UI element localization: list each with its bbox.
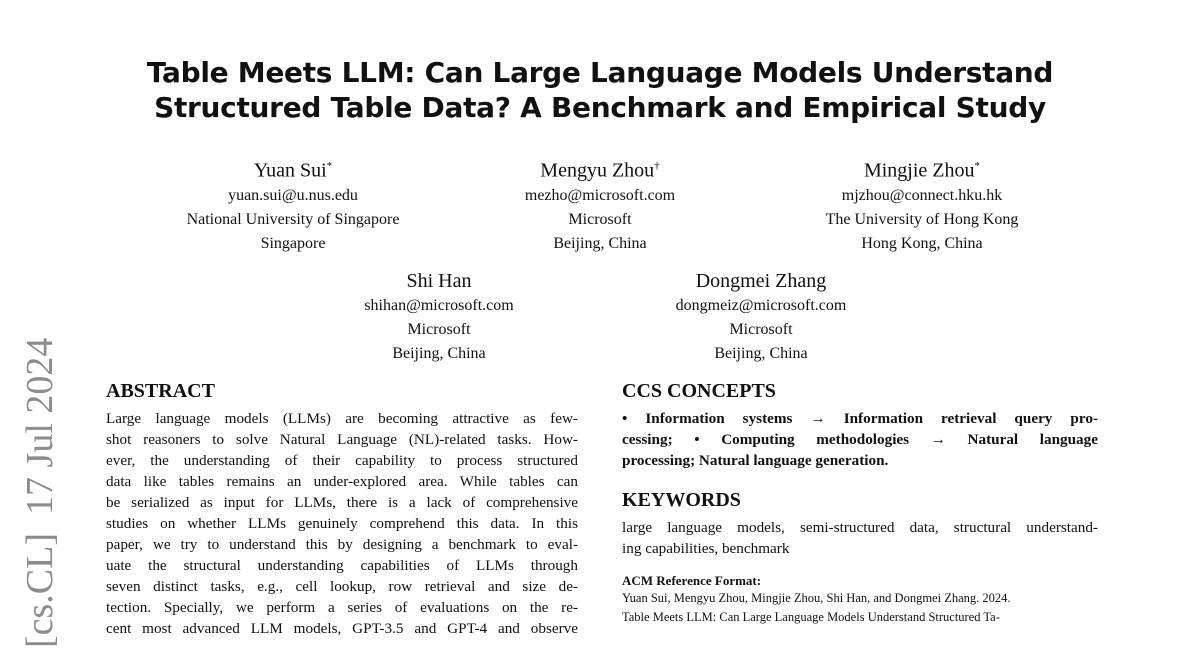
keywords-line: ing capabilities, benchmark [622, 540, 790, 557]
author-block [289, 268, 589, 366]
author-name: Yuan Sui [253, 159, 327, 182]
acm-reference-body [622, 589, 1098, 627]
author-mark: † [654, 160, 660, 172]
keywords-body [622, 517, 1098, 559]
author-email[interactable]: mezho@microsoft.com [524, 186, 676, 204]
author-email[interactable]: yuan.sui@u.nus.edu [228, 186, 358, 204]
author-block [143, 153, 443, 256]
author-mark: * [326, 160, 333, 172]
ccs-heading: CCS CONCEPTS [622, 380, 776, 402]
acm-reference-heading: ACM Reference Format: [622, 573, 762, 588]
paper-title [0, 55, 1200, 125]
author-location: Beijing, China [553, 234, 647, 252]
author-name: Mingjie Zhou [863, 159, 975, 182]
abstract-line: uate the structural understanding capabilities of LLMs through [106, 557, 578, 574]
author-block [611, 268, 911, 366]
abstract-line: be serialized as input for LLMs, there is a lack of comprehensive [106, 494, 578, 511]
abstract-heading: ABSTRACT [106, 380, 215, 402]
title-line-2: Structured Table Data? A Benchmark and Empirical Study [154, 91, 1046, 124]
abstract-line: shot reasoners to solve Natural Language (NL)-related tasks. How- [106, 431, 578, 448]
acm-reference-line: Yuan Sui, Mengyu Zhou, Mingjie Zhou, Shi Han, and Dongmei Zhang. 2024. [622, 591, 1011, 605]
abstract-line: data like tables remains an under-explored area. While tables can [106, 473, 578, 490]
abstract-line: cent most advanced LLM models, GPT-3.5 and GPT-4 and observe [106, 620, 578, 637]
author-name: Dongmei Zhang [695, 270, 827, 292]
author-mark: * [974, 160, 981, 172]
author-block [772, 153, 1072, 256]
keywords-heading: KEYWORDS [622, 489, 741, 511]
ccs-line: • Information systems → Information retrieval query pro- [622, 410, 1098, 427]
author-location: Hong Kong, China [861, 234, 983, 252]
abstract-line: paper, we try to understand this by designing a benchmark to eval- [106, 536, 578, 553]
author-location: Beijing, China [392, 345, 486, 362]
author-affiliation: Microsoft [729, 321, 793, 338]
author-name: Mengyu Zhou [540, 159, 655, 182]
author-affiliation: Microsoft [407, 321, 471, 338]
abstract-line: seven distinct tasks, e.g., cell lookup, row retrieval and size de- [106, 578, 578, 595]
title-line-1: Table Meets LLM: Can Large Language Models Understand [146, 56, 1054, 89]
arxiv-category: [cs.CL] [19, 532, 61, 648]
author-affiliation: Microsoft [568, 210, 632, 228]
author-email[interactable]: shihan@microsoft.com [364, 297, 514, 314]
abstract-line: Large language models (LLMs) are becoming attractive as few- [106, 410, 578, 427]
ccs-line: cessing; • Computing methodologies → Natural language [622, 431, 1098, 448]
arxiv-stamp [20, 320, 60, 648]
keywords-line: large language models, semi-structured data, structural understand- [622, 519, 1098, 536]
abstract-line: ever, the understanding of their capability to process structured [106, 452, 578, 469]
abstract-line: studies on whether LLMs genuinely comprehend this data. In this [106, 515, 578, 532]
author-email[interactable]: mjzhou@connect.hku.hk [841, 186, 1003, 204]
arxiv-date: 17 Jul 2024 [19, 337, 61, 515]
acm-reference-line: Table Meets LLM: Can Large Language Models Understand Structured Ta- [622, 610, 1000, 624]
author-name: Shi Han [406, 270, 472, 292]
author-block [450, 153, 750, 256]
abstract-section [106, 378, 578, 639]
author-location: Singapore [260, 234, 326, 252]
author-location: Beijing, China [714, 345, 808, 362]
ccs-body [622, 408, 1098, 471]
right-column [622, 378, 1098, 627]
author-affiliation: The University of Hong Kong [825, 210, 1019, 228]
author-email[interactable]: dongmeiz@microsoft.com [675, 297, 847, 314]
abstract-body [106, 408, 578, 639]
abstract-line: tection. Specially, we perform a series of evaluations on the re- [106, 599, 578, 616]
author-affiliation: National University of Singapore [186, 210, 400, 228]
ccs-line: processing; Natural language generation. [622, 452, 889, 469]
